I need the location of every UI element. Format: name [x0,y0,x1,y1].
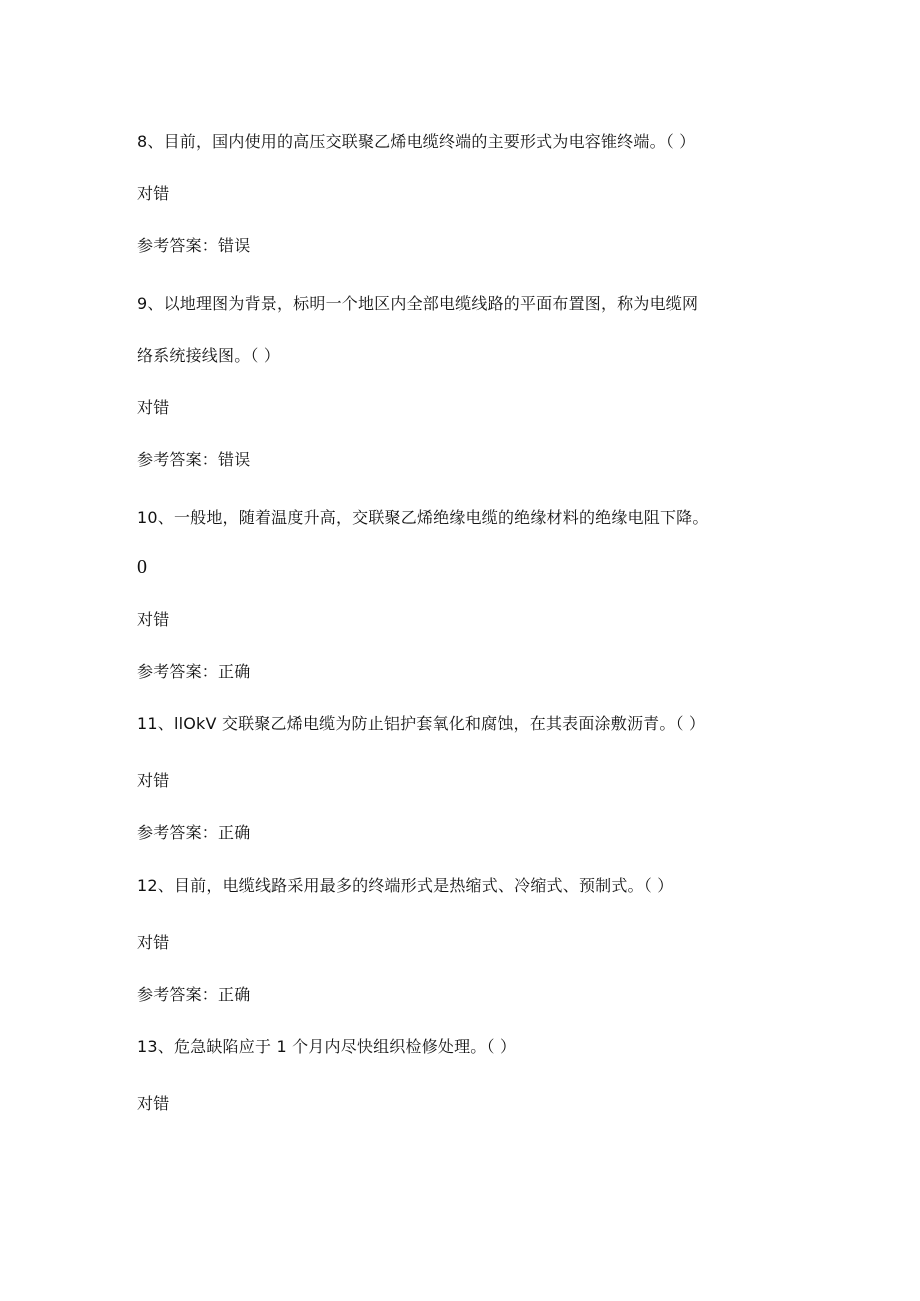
answer-options: 对错 [137,933,170,952]
answer-options: 对错 [137,771,170,790]
reference-answer: 参考答案：正确 [137,662,251,681]
question-text: 8、目前，国内使用的高压交联聚乙烯电缆终端的主要形式为电容锥终端。（ ） [137,132,696,151]
question-text: 9、以地理图为背景，标明一个地区内全部电缆线路的平面布置图，称为电缆网 [137,294,699,313]
reference-answer: 参考答案：正确 [137,985,251,1004]
answer-options: 对错 [137,610,170,629]
question-text: 12、目前，电缆线路采用最多的终端形式是热缩式、冷缩式、预制式。（ ） [137,876,674,895]
answer-options: 对错 [137,184,170,203]
answer-options: 对错 [137,398,170,417]
reference-answer: 参考答案：错误 [137,236,251,255]
question-text-continued: 0 [137,556,148,578]
question-text: 10、一般地，随着温度升高，交联聚乙烯绝缘电缆的绝缘材料的绝缘电阻下降。 [137,508,709,527]
answer-options: 对错 [137,1094,170,1113]
reference-answer: 参考答案：错误 [137,450,251,469]
question-text-continued: 络系统接线图。（ ） [137,346,281,365]
reference-answer: 参考答案：正确 [137,823,251,842]
question-text: 13、危急缺陷应于 1 个月内尽快组织检修处理。（ ） [137,1037,517,1056]
question-text: 11、llOkV 交联聚乙烯电缆为防止铝护套氧化和腐蚀，在其表面涂敷沥青。（ ） [137,714,706,733]
